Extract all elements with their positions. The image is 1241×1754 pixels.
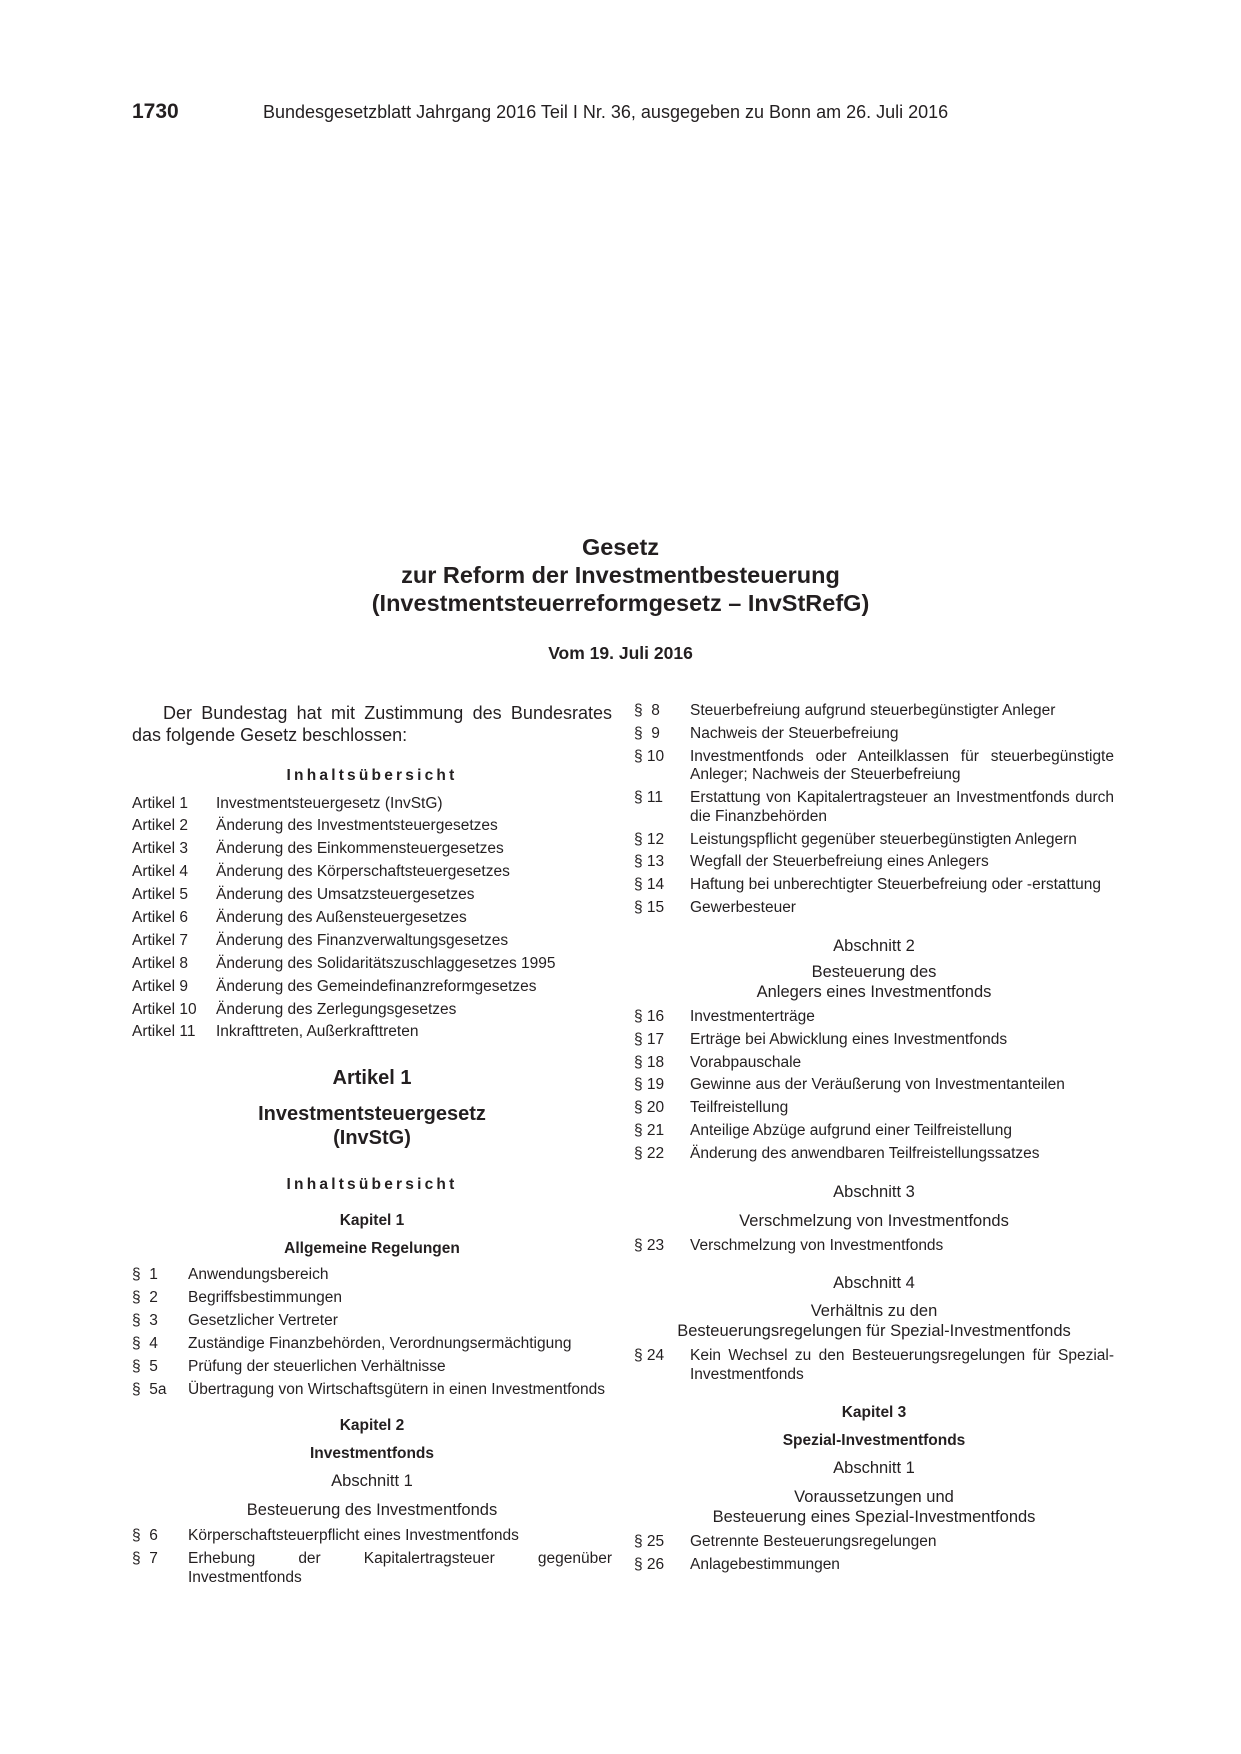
- toc-article-item-title: Inkrafttreten, Außerkrafttreten: [216, 1023, 419, 1041]
- toc-paragraph-item: [634, 853, 1114, 872]
- law-title: [0, 533, 1241, 617]
- toc-article-item-number: Artikel 9: [132, 977, 188, 995]
- toc-paragraph-item: [132, 1335, 612, 1354]
- toc-article-item-title: Investmentsteuergesetz (InvStG): [216, 794, 443, 812]
- k2-abschnitt2-label: Abschnitt 2: [833, 936, 915, 955]
- toc-paragraph-item-number: § 17: [634, 1030, 665, 1048]
- toc-paragraph-item-number: § 7: [132, 1550, 158, 1568]
- toc-paragraph-item: [634, 1008, 1114, 1027]
- law-title-line2: zur Reform der Investmentbesteuerung: [401, 562, 840, 588]
- k3-abschnitt1-list: [634, 1533, 1114, 1574]
- k2-abschnitt4-title-line1: Verhältnis zu den: [810, 1302, 938, 1321]
- toc-paragraph-item-title: Änderung des anwendbaren Teilfreistellungssatzes: [690, 1145, 1040, 1163]
- toc-paragraph-item-number: § 2: [132, 1289, 158, 1307]
- toc-paragraph-item-number: § 12: [634, 830, 665, 848]
- toc-paragraph-item: [634, 1145, 1114, 1164]
- toc-paragraph-item-number: § 25: [634, 1533, 665, 1551]
- kapitel1-label: Kapitel 1: [339, 1212, 405, 1230]
- toc-paragraph-item-title: Leistungspflicht gegenüber steuerbegünstigten Anlegern: [690, 830, 1077, 848]
- toc-paragraph-item-title: Investmenterträge: [690, 1007, 815, 1025]
- toc-paragraph-item-title: Gewinne aus der Veräußerung von Investmentanteilen: [690, 1076, 1065, 1094]
- toc-paragraph-item-title: Übertragung von Wirtschaftsgütern in einen Investmentfonds: [188, 1380, 606, 1398]
- toc-paragraph-item: [634, 1122, 1114, 1141]
- article1-toc-heading: Inhaltsübersicht: [286, 1175, 458, 1193]
- toc-paragraph-item-number: § 4: [132, 1335, 158, 1353]
- right-column: [634, 702, 1114, 1579]
- page-number: 1730: [132, 100, 179, 123]
- toc-paragraph-item-title: Begriffsbestimmungen: [188, 1289, 342, 1307]
- k2-abschnitt1-title: Besteuerung des Investmentfonds: [246, 1501, 498, 1520]
- toc-article-item: [132, 886, 612, 905]
- toc-paragraph-item: [132, 1550, 612, 1587]
- toc-paragraph-item-title: Wegfall der Steuerbefreiung eines Anlegers: [690, 853, 989, 871]
- toc-paragraph-item-number: § 16: [634, 1007, 665, 1025]
- toc-article-item: [132, 955, 612, 974]
- toc-paragraph-item: [634, 831, 1114, 850]
- toc-paragraph-item-title: Gesetzlicher Vertreter: [188, 1312, 338, 1330]
- toc-article-item-title: Änderung des Einkommensteuergesetzes: [216, 840, 504, 858]
- toc-paragraph-item-title: Anteilige Abzüge aufgrund einer Teilfreistellung: [690, 1122, 1012, 1140]
- toc-paragraph-item-number: § 26: [634, 1555, 665, 1573]
- toc-paragraph-item-title: Anwendungsbereich: [188, 1266, 329, 1284]
- toc-paragraph-item: [634, 1076, 1114, 1095]
- toc-paragraph-item-title: Nachweis der Steuerbefreiung: [690, 724, 899, 742]
- toc-paragraph-item-number: § 8: [634, 702, 660, 719]
- toc-paragraph-item-number: § 5: [132, 1357, 158, 1375]
- toc-paragraph-item-number: § 5a: [132, 1380, 167, 1398]
- toc-article-item: [132, 1001, 612, 1020]
- toc-paragraph-item-number: § 13: [634, 853, 665, 871]
- toc-paragraph-item-number: § 23: [634, 1236, 665, 1254]
- toc-paragraph-item: [634, 789, 1114, 826]
- k3-abschnitt1-title-line2: Besteuerung eines Spezial-Investmentfonds: [712, 1508, 1036, 1527]
- intro-paragraph: Der Bundestag hat mit Zustimmung des Bundesrates das folgende Gesetz beschlossen:: [132, 703, 612, 745]
- kapitel3-label: Kapitel 3: [841, 1404, 907, 1422]
- law-title-line1: Gesetz: [581, 534, 660, 560]
- article1-title-line2: (InvStG): [333, 1126, 411, 1149]
- toc-article-item-title: Änderung des Umsatzsteuergesetzes: [216, 886, 475, 904]
- article1-title-line1: Investmentsteuergesetz: [258, 1102, 486, 1125]
- toc-article-item-number: Artikel 8: [132, 954, 188, 972]
- toc-paragraph-item-number: § 15: [634, 899, 665, 917]
- toc-article-item: [132, 817, 612, 836]
- toc-heading: Inhaltsübersicht: [286, 767, 458, 784]
- running-header: [132, 100, 1181, 126]
- toc-paragraph-item-title: Vorabpauschale: [690, 1053, 802, 1071]
- k2-abschnitt3-title: Verschmelzung von Investmentfonds: [739, 1211, 1009, 1230]
- toc-paragraph-item: [634, 1347, 1114, 1384]
- k3-abschnitt1-label: Abschnitt 1: [833, 1459, 915, 1478]
- toc-article-item: [132, 978, 612, 997]
- toc-paragraph-item: [132, 1312, 612, 1331]
- header-title: Bundesgesetzblatt Jahrgang 2016 Teil I Nr. 36, ausgegeben zu Bonn am 26. Juli 2016: [263, 102, 949, 122]
- toc-article-item-title: Änderung des Körperschaftsteuergesetzes: [216, 863, 510, 881]
- toc-paragraph-item-title: Erträge bei Abwicklung eines Investmentfonds: [690, 1030, 1008, 1048]
- toc-paragraph-item-number: § 6: [132, 1527, 158, 1545]
- k2-abschnitt1-label: Abschnitt 1: [331, 1472, 413, 1491]
- toc-paragraph-item-number: § 11: [634, 789, 664, 807]
- toc-paragraph-item-title: Haftung bei unberechtigter Steuerbefreiung oder -erstattung: [690, 876, 1102, 894]
- toc-article-item: [132, 932, 612, 951]
- kapitel3-title: Spezial-Investmentfonds: [782, 1431, 966, 1449]
- toc-paragraph-item-number: § 22: [634, 1145, 665, 1163]
- k2-abschnitt3-list: [634, 1237, 1114, 1256]
- k2-abschnitt4-list: [634, 1347, 1114, 1384]
- toc-paragraph-item-number: § 18: [634, 1053, 665, 1071]
- k2-abschnitt2-title-line1: Besteuerung des: [811, 962, 937, 981]
- toc-paragraph-item: [634, 876, 1114, 895]
- toc-article-item-number: Artikel 3: [132, 840, 188, 858]
- left-column: [132, 702, 612, 1592]
- kapitel1-list: [132, 1266, 612, 1399]
- toc-paragraph-item-number: § 3: [132, 1312, 158, 1330]
- toc-paragraph-item-title: Prüfung der steuerlichen Verhältnisse: [188, 1357, 446, 1375]
- toc-paragraph-item-title: Zuständige Finanzbehörden, Verordnungsermächtigung: [188, 1335, 572, 1353]
- toc-paragraph-item-number: § 9: [634, 724, 660, 742]
- kapitel2-label: Kapitel 2: [339, 1417, 405, 1435]
- article1-label: Artikel 1: [332, 1066, 412, 1089]
- toc-article-item-title: Änderung des Solidaritätszuschlaggesetzes 1995: [216, 954, 556, 972]
- toc-paragraph-item: [634, 1533, 1114, 1552]
- toc-paragraph-item-title: Verschmelzung von Investmentfonds: [690, 1236, 944, 1254]
- toc-paragraph-item-number: § 19: [634, 1076, 665, 1094]
- toc-article-item-number: Artikel 5: [132, 886, 188, 904]
- toc-paragraph-item-title: Steuerbefreiung aufgrund steuerbegünstigter Anleger: [690, 702, 1056, 719]
- toc-article-item-title: Änderung des Finanzverwaltungsgesetzes: [216, 931, 509, 949]
- toc-article-item-title: Änderung des Zerlegungsgesetzes: [216, 1000, 457, 1018]
- toc-paragraph-item: [634, 899, 1114, 918]
- toc-paragraph-item-title: Erhebung der Kapitalertragsteuer gegenüber Investmentfonds: [188, 1550, 612, 1586]
- toc-paragraph-item-number: § 10: [634, 747, 665, 765]
- toc-paragraph-item-number: § 21: [634, 1122, 665, 1140]
- toc-paragraph-item: [634, 1031, 1114, 1050]
- toc-paragraph-item: [132, 1381, 612, 1400]
- toc-paragraph-item-title: Investmentfonds oder Anteilklassen für steuerbegünstigte Anleger; Nachweis der Steuerbefreiung: [690, 747, 1114, 784]
- toc-article-item-number: Artikel 7: [132, 931, 188, 949]
- toc-paragraph-item: [634, 1556, 1114, 1575]
- toc-paragraph-item: [132, 1289, 612, 1308]
- k2-abschnitt2-list: [634, 1008, 1114, 1164]
- toc-paragraph-item-title: Kein Wechsel zu den Besteuerungsregelungen für Spezial-Investmentfonds: [690, 1347, 1114, 1383]
- toc-paragraph-item-title: Teilfreistellung: [690, 1099, 789, 1117]
- toc-paragraph-item: [634, 702, 1114, 721]
- toc-article-item-title: Änderung des Investmentsteuergesetzes: [216, 817, 498, 835]
- toc-paragraph-item-number: § 1: [132, 1266, 158, 1284]
- kapitel2-title: Investmentfonds: [309, 1444, 434, 1462]
- toc-article-item-number: Artikel 11: [132, 1023, 196, 1041]
- k2-abschnitt3-label: Abschnitt 3: [833, 1182, 915, 1201]
- toc-article-item-number: Artikel 2: [132, 817, 188, 835]
- toc-paragraph-item: [634, 748, 1114, 785]
- k2-abschnitt2-title-line2: Anlegers eines Investmentfonds: [756, 982, 992, 1001]
- toc-article-item-title: Änderung des Gemeindefinanzreformgesetzes: [216, 977, 537, 995]
- toc-article-item-number: Artikel 4: [132, 863, 188, 881]
- toc-article-item-number: Artikel 10: [132, 1000, 197, 1018]
- toc-paragraph-item-number: § 24: [634, 1347, 665, 1365]
- toc-paragraph-item-number: § 14: [634, 876, 665, 894]
- law-title-line3: (Investmentsteuerreformgesetz – InvStRefG): [371, 590, 870, 616]
- toc-article-item: [132, 840, 612, 859]
- law-date: Vom 19. Juli 2016: [548, 643, 693, 663]
- k2-abschnitt4-label: Abschnitt 4: [833, 1274, 915, 1293]
- toc-paragraph-item: [132, 1266, 612, 1285]
- toc-paragraph-item: [634, 1054, 1114, 1073]
- toc-article-item: [132, 909, 612, 928]
- k3-abschnitt1-title-line1: Voraussetzungen und: [794, 1488, 954, 1507]
- toc-paragraph-item: [634, 725, 1114, 744]
- toc-article-item-number: Artikel 1: [132, 794, 188, 812]
- k2-abschnitt1-list-right: [634, 702, 1114, 918]
- toc-paragraph-item-title: Erstattung von Kapitalertragsteuer an Investmentfonds durch die Finanzbehörden: [690, 789, 1114, 825]
- toc-paragraph-item-title: Gewerbesteuer: [690, 899, 796, 917]
- toc-paragraph-item: [132, 1358, 612, 1377]
- toc-paragraph-item-number: § 20: [634, 1099, 665, 1117]
- k2-abschnitt1-list-left: [132, 1527, 612, 1587]
- toc-article-item: [132, 863, 612, 882]
- toc-article-item: [132, 1023, 612, 1042]
- toc-article-item-title: Änderung des Außensteuergesetzes: [216, 908, 467, 926]
- toc-paragraph-item: [634, 1237, 1114, 1256]
- toc-paragraph-item: [132, 1527, 612, 1546]
- toc-paragraph-item-title: Anlagebestimmungen: [690, 1555, 840, 1573]
- toc-article-item: [132, 795, 612, 814]
- toc-paragraph-item-title: Getrennte Besteuerungsregelungen: [690, 1533, 937, 1551]
- k2-abschnitt4-title-line2: Besteuerungsregelungen für Spezial-Investmentfonds: [677, 1322, 1071, 1341]
- toc-article-item-number: Artikel 6: [132, 908, 188, 926]
- kapitel1-title: Allgemeine Regelungen: [284, 1239, 460, 1257]
- article-list: [132, 795, 612, 1042]
- toc-paragraph-item-title: Körperschaftsteuerpflicht eines Investmentfonds: [188, 1527, 519, 1545]
- toc-paragraph-item: [634, 1099, 1114, 1118]
